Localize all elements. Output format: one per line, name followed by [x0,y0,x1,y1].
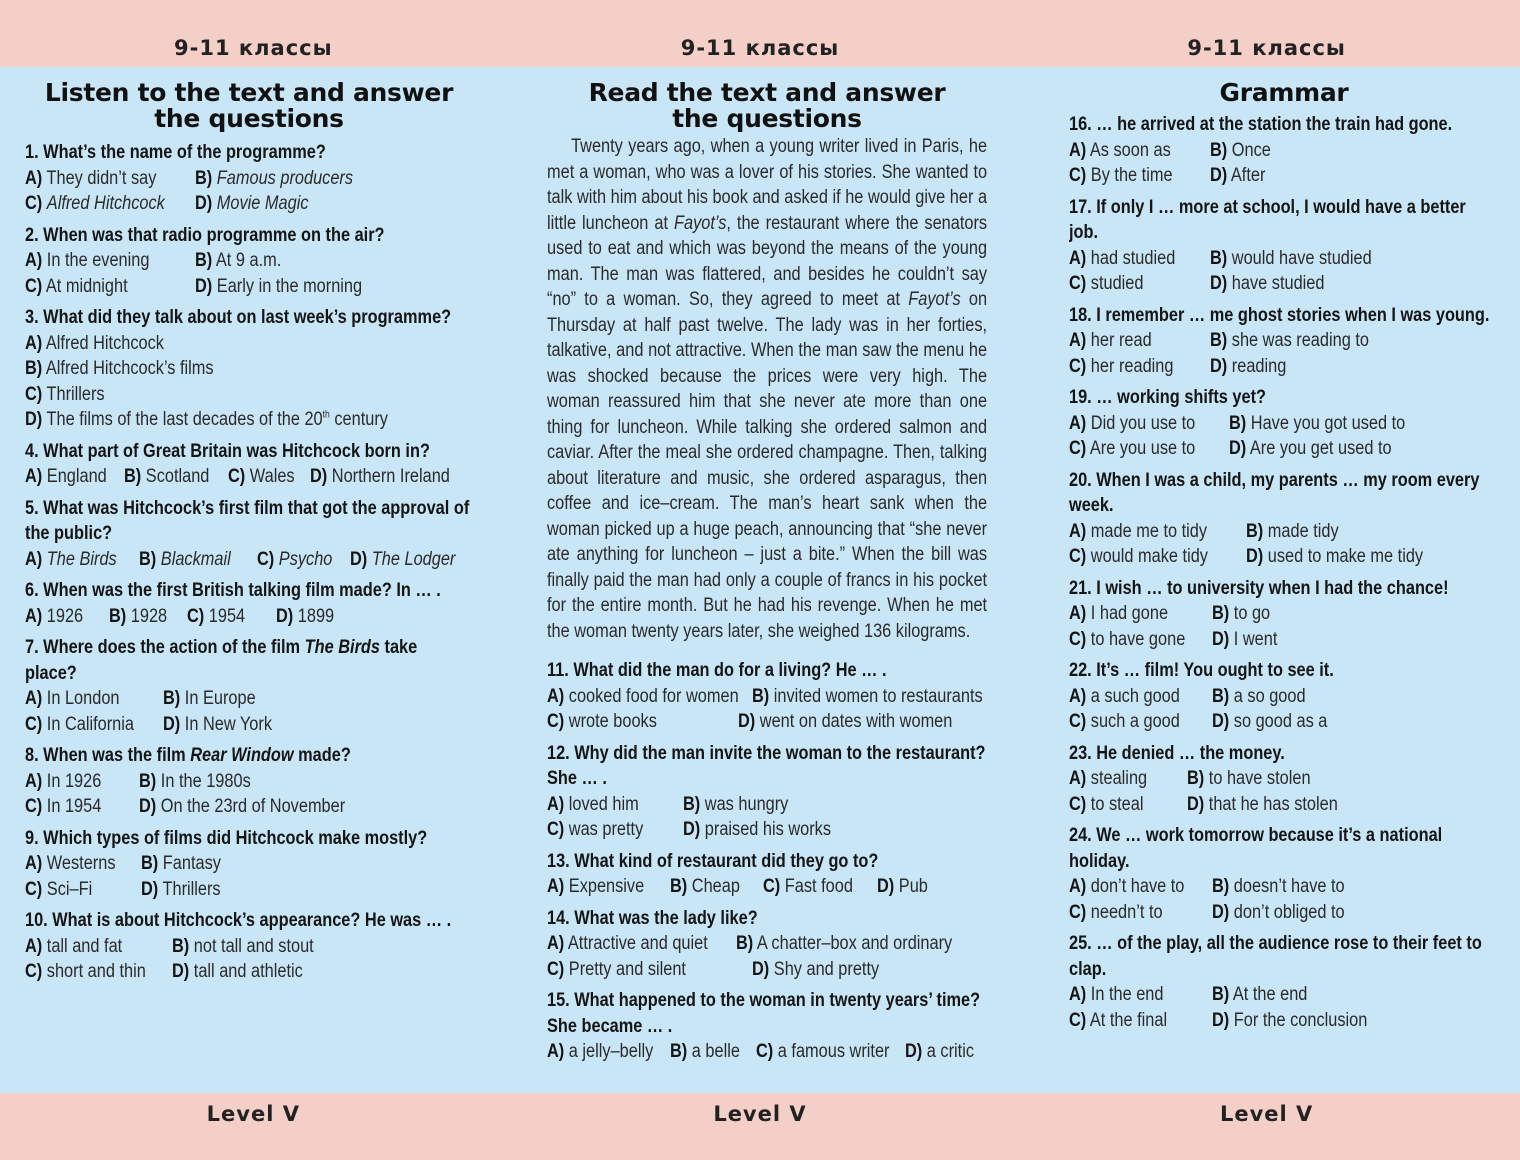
option-a[interactable]: A) tall and fat [25,935,123,957]
question-20: 20. When I was a child, my parents … my room every week. A) made me to tidy B) made tidy C) would make tidy D) used to make me tidy [1069,468,1499,570]
option-d[interactable]: D) went on dates with women [737,711,953,732]
option-d[interactable]: D) used to make me tidy [1246,546,1424,567]
option-b[interactable]: B) At the end [1212,984,1308,1005]
reading-passage: Twenty years ago, when a young writer lived in Paris, he met a woman, who was a lover of his stories. She wanted to talk with him about his book and asked if he would give her a little luncheon at Fayot’s, the restaurant where the senators used to eat and which was beyond the means of the young man. The man was flattered, and besides he couldn’t say “no” to a woman. So, they agreed to meet at Fayot’s on Thursday at half past twelve. The lady was in her forties, talkative, and not attractive. When the man saw the menu he was shocked because the prices were very high. The woman reassured him that she never ate more than one thing for luncheon. While talking she ordered salmon and caviar. After the meal she ordered champagne. Then, talking about literature and music, she ordered asparagus, then coffee and ice–cream. The man’s heart sank when the woman picked up a huge peach, announcing that “she never ate anything for luncheon – just a bite.” When the bill was finally paid the man had only a couple of francs in his pocket for the entire month. But he had his revenge. When he met the woman twenty years later, she weighed 136 kilograms. [547,136,987,642]
question-17: 17. If only I … more at school, I would have a better job. A) had studied B) would have studied C) studied D) have studied [1069,195,1499,297]
question-4: 4. What part of Great Britain was Hitchcock born in? A) England B) Scotland C) Wales D) Northern Ireland [25,439,473,490]
option-d[interactable]: D) praised his works [683,819,832,840]
option-b[interactable]: B) would have studied [1210,247,1372,269]
option-d[interactable]: D) I went [1212,628,1278,650]
option-c[interactable]: C) 1954 [187,605,246,627]
footer-level-3: Level V [1219,1102,1314,1126]
option-b[interactable]: B) At 9 a.m. [195,250,282,271]
question-19: 19. … working shifts yet? A) Did you use to B) Have you got used to C) Are you use to D) Are you get used to [1069,385,1499,462]
option-b[interactable]: B) Alfred Hitchcock’s films [25,358,214,379]
question-1: 1. What’s the name of the programme? A) They didn’t say B) Famous producers C) Alfred Hitchcock D) Movie Magic [25,140,473,217]
option-b[interactable]: B) In the 1980s [139,770,251,792]
option-b[interactable]: B) Famous producers [195,167,354,189]
listening-column [25,80,473,1085]
option-d[interactable]: D) Are you get used to [1229,438,1392,459]
reading-heading: Read the text and answer the questions [588,80,946,133]
grammar-column [1069,80,1499,1085]
option-a[interactable]: A) her read [1069,330,1152,351]
option-b[interactable]: B) a so good [1212,685,1306,707]
question-3: 3. What did they talk about on last week’s programme? A) Alfred Hitchcock B) Alfred Hitchcock’s films C) Thrillers D) The films of the last decades of the 20th century [25,305,473,433]
question-9: 9. Which types of films did Hitchcock make mostly? A) Westerns B) Fantasy C) Sci–Fi D) Thrillers [25,826,473,903]
question-21: 21. I wish … to university when I had the chance! A) I had gone B) to go C) to have gone D) I went [1069,576,1499,653]
option-a[interactable]: A) Attractive and quiet [547,933,708,954]
question-25: 25. … of the play, all the audience rose to their feet to clap. A) In the end B) At the end C) At the final D) For the conclusion [1069,931,1499,1033]
option-d[interactable]: D) Northern Ireland [310,466,451,487]
option-c[interactable]: C) Thrillers [25,383,105,405]
option-a[interactable]: A) had studied [1069,247,1176,269]
option-c[interactable]: C) In California [25,713,134,735]
option-a[interactable]: A) Alfred Hitchcock [25,332,164,354]
option-d[interactable]: D) On the 23rd of November [139,796,346,817]
option-a[interactable]: A) cooked food for women [547,685,739,707]
option-a[interactable]: A) made me to tidy [1069,520,1208,542]
option-c[interactable]: C) Fast food [763,876,853,897]
option-b[interactable]: B) Cheap [670,876,740,897]
option-a[interactable]: A) The Birds [25,548,117,570]
option-d[interactable]: D) reading [1210,355,1287,377]
option-c[interactable]: C) Sci–Fi [25,878,93,900]
header-band [0,0,1520,67]
option-d[interactable]: D) Movie Magic [195,193,309,214]
option-d[interactable]: D) In New York [163,713,273,735]
question-6: 6. When was the first British talking film made? In … . A) 1926 B) 1928 C) 1954 D) 1899 [25,578,473,629]
option-c[interactable]: C) to steal [1069,793,1144,815]
option-b[interactable]: B) doesn’t have to [1212,876,1345,897]
option-d[interactable]: D) Pub [877,876,928,897]
option-b[interactable]: B) a belle [670,1041,740,1062]
question-22: 22. It’s … film! You ought to see it. A) a such good B) a so good C) such a good D) so good as a [1069,658,1499,735]
question-8: 8. When was the film Rear Window made? A) In 1926 B) In the 1980s C) In 1954 D) On the 23rd of November [25,743,473,820]
option-a[interactable]: A) Westerns [25,853,116,874]
option-d[interactable]: D) Thrillers [141,878,221,900]
option-b[interactable]: B) A chatter–box and ordinary [735,933,952,954]
option-c[interactable]: C) Wales [228,466,295,487]
option-d[interactable]: D) After [1210,165,1266,186]
question-12: 12. Why did the man invite the woman to the restaurant? She … . A) loved him B) was hungry C) was pretty D) praised his works [547,741,987,843]
option-d[interactable]: D) The Lodger [350,548,456,570]
question-24: 24. We … work tomorrow because it’s a national holiday. A) don’t have to B) doesn’t have to C) needn’t to D) don’t obliged to [1069,823,1499,925]
option-c[interactable]: C) to have gone [1069,628,1186,650]
question-10: 10. What is about Hitchcock’s appearance? He was … . A) tall and fat B) not tall and stout C) short and thin D) tall and athletic [25,908,473,985]
option-a[interactable]: A) loved him [547,793,639,815]
option-b[interactable]: B) Scotland [124,466,210,487]
option-d[interactable]: D) Early in the morning [195,275,363,297]
option-c[interactable]: C) Alfred Hitchcock [25,193,165,214]
option-a[interactable]: A) a jelly–belly [547,1041,654,1062]
option-c[interactable]: C) By the time [1069,165,1173,186]
listening-heading: Listen to the text and answer the questions [44,80,454,133]
option-a[interactable]: A) As soon as [1069,139,1171,161]
option-a[interactable]: A) Expensive [547,876,645,897]
footer-band [0,1093,1520,1160]
option-a[interactable]: A) 1926 [25,605,84,627]
option-c[interactable]: C) At midnight [25,275,128,297]
option-d[interactable]: D) don’t obliged to [1212,901,1345,923]
header-grade-2: 9-11 классы [680,36,840,60]
question-15: 15. What happened to the woman in twenty years’ time? She became … . A) a jelly–belly B) a belle C) a famous writer D) a critic [547,988,987,1065]
footer-level-2: Level V [713,1102,807,1126]
option-a[interactable]: A) In London [25,688,120,709]
header-grade-3: 9-11 классы [1187,36,1346,60]
question-16: 16. … he arrived at the station the train had gone. A) As soon as B) Once C) By the time D) After [1069,112,1499,189]
question-2: 2. When was that radio programme on the air? A) In the evening B) At 9 a.m. C) At midnight D) Early in the morning [25,223,473,300]
question-14: 14. What was the lady like? A) Attractive and quiet B) A chatter–box and ordinary C) Pretty and silent D) Shy and pretty [547,906,987,983]
option-a[interactable]: A) Did you use to [1069,412,1196,434]
question-13: 13. What kind of restaurant did they go to? A) Expensive B) Cheap C) Fast food D) Pub [547,849,987,900]
option-d[interactable]: D) Shy and pretty [752,958,880,980]
option-d[interactable]: D) have studied [1210,273,1325,294]
option-c[interactable]: C) In 1954 [25,796,102,817]
option-b[interactable]: B) In Europe [163,688,256,709]
option-b[interactable]: B) Fantasy [141,853,221,874]
option-c[interactable]: C) At the final [1069,1009,1168,1031]
option-c[interactable]: C) would make tidy [1069,546,1208,567]
option-b[interactable]: B) to have stolen [1187,768,1311,789]
option-b[interactable]: B) not tall and stout [172,935,314,957]
question-18: 18. I remember … me ghost stories when I was young. A) her read B) she was reading to C) her reading D) reading [1069,303,1499,380]
option-b[interactable]: B) Once [1210,139,1271,161]
option-d[interactable]: D) The films of the last decades of the 20th century [25,409,388,430]
question-23: 23. He denied … the money. A) stealing B) to have stolen C) to steal D) that he has stolen [1069,741,1499,818]
option-d[interactable]: D) 1899 [276,605,335,627]
option-c[interactable]: C) short and thin [25,961,146,982]
header-grade-1: 9-11 классы [174,36,333,60]
option-a[interactable]: A) a such good [1069,685,1180,707]
option-d[interactable]: D) tall and athletic [172,961,303,982]
option-b[interactable]: B) made tidy [1246,520,1339,542]
option-a[interactable]: A) In the end [1069,984,1164,1005]
grammar-heading: Grammar [1219,80,1349,107]
option-b[interactable]: B) 1928 [109,605,168,627]
option-c[interactable]: C) Psycho [256,548,333,570]
reading-column [547,80,987,1085]
option-a[interactable]: A) stealing [1069,768,1148,789]
option-b[interactable]: B) invited women to restaurants [752,685,983,707]
option-b[interactable]: B) to go [1212,603,1271,624]
option-c[interactable]: C) studied [1069,273,1144,294]
option-d[interactable]: D) so good as a [1212,711,1328,732]
option-c[interactable]: C) wrote books [547,711,657,732]
option-d[interactable]: D) that he has stolen [1187,793,1338,815]
option-a[interactable]: A) England [25,466,107,487]
option-d[interactable]: D) For the conclusion [1212,1009,1368,1031]
option-b[interactable]: B) she was reading to [1210,330,1369,351]
option-c[interactable]: C) was pretty [547,819,644,840]
option-c[interactable]: C) Pretty and silent [547,958,686,980]
option-a[interactable]: A) I had gone [1069,603,1169,624]
question-5: 5. What was Hitchcock’s first film that got the approval of the public? A) The Birds B) Blackmail C) Psycho D) The Lodger [25,496,473,573]
option-b[interactable]: B) was hungry [683,793,789,815]
option-a[interactable]: A) They didn’t say [25,167,157,189]
option-c[interactable]: C) needn’t to [1069,901,1163,923]
option-c[interactable]: C) a famous writer [756,1041,890,1062]
option-b[interactable]: B) Blackmail [139,548,232,570]
option-a[interactable]: A) In the evening [25,250,150,271]
option-c[interactable]: C) Are you use to [1069,438,1196,459]
question-11: 11. What did the man do for a living? He … . A) cooked food for women B) invited women to restaurants C) wrote books D) went on dates with women [547,658,987,735]
option-a[interactable]: A) In 1926 [25,770,102,792]
option-d[interactable]: D) a critic [905,1041,975,1062]
option-b[interactable]: B) Have you got used to [1229,412,1406,434]
option-c[interactable]: C) such a good [1069,711,1180,732]
option-a[interactable]: A) don’t have to [1069,876,1185,897]
option-c[interactable]: C) her reading [1069,355,1174,377]
question-7: 7. Where does the action of the film The Birds take place? A) In London B) In Europe C) In California D) In New York [25,635,473,737]
footer-level-1: Level V [206,1102,300,1126]
